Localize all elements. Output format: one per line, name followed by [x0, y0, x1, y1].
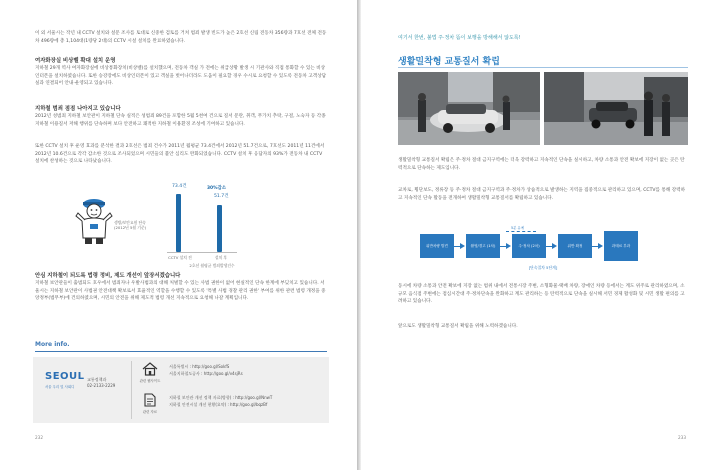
flow-arrow-2 [506, 243, 511, 249]
chart-baseline [167, 252, 237, 253]
intro-paragraph: 이 외 서울시는 작년 내 CCTV 설치와 설문 조사를 토대로 신중한 검토를 거쳐 범죄 발생 빈도가 높은 2호선 신림 전동차 356량과 7호선 전체 전동차 496량에 총 1,104대(1량당 2대)의 CCTV 시설 설치를 완료하였습니다. [35, 31, 327, 44]
page-number-left: 232 [35, 435, 43, 440]
bar-after [217, 205, 222, 252]
delta-label: 30%감소 [207, 186, 226, 191]
more-info-rule [35, 351, 327, 352]
enforcement-photo-2 [544, 72, 688, 145]
bar-after-value: 51.7건 [214, 194, 229, 199]
bar-before [176, 194, 181, 252]
page-number-right: 233 [678, 435, 686, 440]
flow-arrow-4 [598, 243, 603, 249]
crime-decrease-paragraph-b: 또한 CCTV 설치 후 운영 효과를 분석한 결과 2호선은 범죄 건수가 2011년 월평균 73.4건에서 2012년 51.7건으로, 7호선도 2011년 11건에서 2012년 10.6건으로 각각 감소한 것으로 조사되었으며 시민들의 불안 심리도 완화되었습니다. CCTV 설치 후 응답자의 93%가 전동차 내 CCTV 설치에 찬성하는 것으로 나타났습니다. [35, 144, 325, 165]
section-heading-crime-decrease: 지하철 범죄 점점 나아지고 있습니다 [35, 106, 121, 112]
traffic-order-paragraph-3: 동시에 차량 소통과 안전 확보에 지장 없는 범위 내에서 전통시장 주변, 소형화물·택배 차량, 장애인 차량 등에서는 계도 위주로 관리하였으며, 소규모 음식점 주변에는 점심시간대 주·정차단속을 완화하고 계도 관리하는 등 탄력적으로 단속을 실시해 서민 경제 활성화 및 시민 생활 편의를 고려하고 있습니다. [398, 284, 685, 305]
seoul-logo: SEOUL [45, 371, 85, 382]
flow-arrow-1 [460, 243, 465, 249]
flow-step-4: 위반 확정 [558, 234, 592, 258]
section-heading-restroom-bell: 여자화장실 비상벨 확대 설치 운영 [35, 58, 116, 64]
security-guard-illustration-icon [72, 194, 116, 246]
right-page [361, 0, 720, 470]
contact-dept: 교통정책과 [87, 377, 107, 382]
chapter-kicker: 여기서 한번, 불법 주·정차 뜸이 보행을 방해해서 않도록! [398, 35, 521, 41]
enforcement-photo-1 [398, 72, 540, 145]
document-icon [144, 393, 156, 407]
seoul-logo-sub: 서울 우리 및 사회디 [45, 385, 75, 389]
left-page [0, 0, 357, 470]
website-icon-label: 관련 웹사이트 [139, 379, 161, 383]
traffic-order-paragraph-1: 생활밀착형 교통질서 확립은 주·정차 절대 금지구역에는 더욱 강력하고 지속적인 단속을 실시하고, 차량 소통과 안전 확보에 지장이 없는 곳은 탄력적으로 단속하는 제도입니다. [398, 158, 685, 171]
link-seoul[interactable]: 서울특별시 : http://goo.gl/SokfS [169, 364, 230, 369]
section-title: 생활밀착형 교통질서 확립 [398, 57, 500, 67]
more-info-box [33, 357, 329, 423]
bar-before-label: CCTV 설치 전 [168, 255, 192, 260]
more-info-title: More info. [35, 341, 70, 348]
home-icon [142, 362, 158, 376]
traffic-order-paragraph-4: 앞으로도 생활밀착형 교통질서 확립을 위해 노력하겠습니다. [398, 324, 518, 329]
figure-caption: 2호선 월평균 범죄발생건수 [189, 263, 235, 268]
bar-after-label: 설치 후 [214, 255, 228, 260]
flow-step-3: 주·정차 (2차) [512, 234, 546, 258]
contact-phone: 02-2133-2229 [87, 383, 116, 388]
flow-step-1: 위반차량 발견 [420, 234, 454, 258]
restroom-bell-paragraph: 지하철 29개 역사 여자화장실에 비상통화장치(비상벨)를 설치했으며, 전동차 객실 가 전에는 위급상황 발생 시 기관사와 직접 통화할 수 있는 비상인터폰을 설치하였습니다. 또한 승강장에도 비상인터폰이 있고 객실을 벗어나더라도 도움이 필요할 경우 수시로 요청할 수 있도록 전동차 고객상담실과 연결되어 안내·운영되고 있습니다. [35, 66, 327, 87]
bar-before-value: 73.4건 [172, 184, 187, 189]
mascot-label: 생방/보안요원 단속 (2012년 5월 기준) [114, 220, 147, 230]
title-rule [398, 67, 688, 68]
crime-decrease-paragraph-a: 2012년 성범죄 지하철 보안관이 지하철 단속 실적은 성범죄 89건을 포함한 5월 5천여 건으로 질서 문란, 취객, 무가치 추락, 구걸, 노숙자 등 각종 지하철 이용질서 저해 행위를 단속하며 보다 안전하고 쾌적한 지하철 이용환경 조성에 기여하고 있습니다. [35, 114, 326, 127]
crime-figure [62, 180, 272, 270]
law-reform-paragraph: 지하철 보안관들이 출범되도 호우에서 범죄자나 우발사범과의 대해 처벌할 수 있는 사법 권한이 없어 현실적인 단속 한계에 부딪치고 있습니다. 서울시는 지하철 보안관이 사법권 안전대책 확보로서 효율적인 역할을 수행할 수 있도록 '특별 사법 경찰 관리 권한' 부여를 위한 관련 법령 개정을 중앙정부(법무부)에 건의하였으며, 시민의 안전을 위해 제도적 법령 개선 지속적으로 요청해 나갈 계획입니다. [35, 281, 326, 302]
flow-caption: [단속절차 5단계] [528, 265, 558, 270]
link-safety-status[interactable]: 지하철 안전시설 개선 현황(요약) : http://goo.gl/bqzBf [169, 402, 268, 407]
traffic-order-paragraph-2: 교차로, 횡단보도, 정류장 등 주·정차 절대 금지구역과 주·정차가 상습적으로 발생하는 지역을 집중적으로 관리하고 있으며, CCTV를 통해 강력하고 지속적인 단속 활동을 전개하여 생활밀착형 교통질서를 확립하고 있습니다. [398, 188, 686, 201]
flow-grace-tag: 5분 유예 [511, 226, 525, 230]
link-subway-corp[interactable]: 서울지하철도공사 : http://goo.gl/v4sjRs [169, 371, 243, 376]
link-policy-doc[interactable]: 지하철 보안관 개선 정책 자료(방향) : http://goo.gl/NnwT [169, 395, 273, 400]
flow-step-2: 촬영/경고 (1차) [466, 234, 500, 258]
document-icon-label: 관련 자료 [142, 410, 158, 414]
flow-arrow-3 [552, 243, 557, 249]
info-divider [131, 361, 132, 419]
flow-step-5: 과태료 부과 [604, 231, 638, 261]
section-heading-law-reform: 안심 지하철이 되도록 법령 정비, 제도 개선이 앞장서겠습니다 [35, 273, 181, 279]
flow-grace-line [506, 231, 536, 232]
